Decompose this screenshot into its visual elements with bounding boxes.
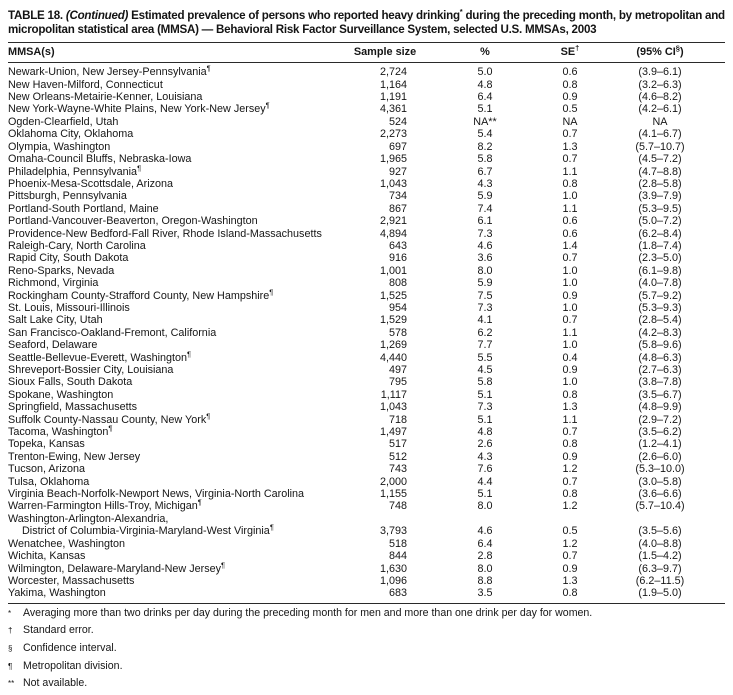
percent-cell: 5.9 xyxy=(477,190,493,203)
percent-cell: 3.5 xyxy=(477,587,493,600)
mmsa-name-cell: New Orleans-Metairie-Kenner, Louisiana xyxy=(8,91,203,104)
sample-size-cell: 916 xyxy=(388,252,407,265)
se-cell: 1.1 xyxy=(562,413,578,426)
mmsa-name-cell: Wilmington, Delaware-Maryland-New Jersey¶ xyxy=(8,559,226,575)
sample-size-cell: 683 xyxy=(388,587,407,600)
ci-cell: (4.0–8.8) xyxy=(638,537,682,550)
ci-cell: (5.3–9.3) xyxy=(638,301,682,314)
mmsa-name-cell: Tulsa, Oklahoma xyxy=(8,475,90,488)
sample-size-cell: 517 xyxy=(388,438,407,451)
sample-size-cell: 927 xyxy=(388,165,407,178)
se-cell: 1.0 xyxy=(562,190,578,203)
mmsa-name-cell: Yakima, Washington xyxy=(8,587,106,600)
se-cell: NA xyxy=(562,115,578,128)
percent-cell: 8.8 xyxy=(477,574,493,587)
percent-cell: 7.5 xyxy=(477,289,493,302)
sample-size-cell: 643 xyxy=(388,239,407,252)
se-cell: 1.1 xyxy=(562,202,578,215)
sample-size-cell: 1,630 xyxy=(379,562,407,575)
table-row xyxy=(8,240,725,252)
sample-size-cell: 4,440 xyxy=(379,351,407,364)
se-cell: 0.9 xyxy=(562,450,578,463)
percent-cell: 6.4 xyxy=(477,537,493,550)
sample-size-cell: 578 xyxy=(388,326,407,339)
se-cell: 1.0 xyxy=(562,339,578,352)
mmsa-name-cell: Tacoma, Washington¶ xyxy=(8,423,113,439)
mmsa-name-cell: Phoenix-Mesa-Scottsdale, Arizona xyxy=(8,177,174,190)
ci-cell: (3.5–6.2) xyxy=(638,426,682,439)
table-row xyxy=(8,302,725,314)
percent-cell: 4.3 xyxy=(477,450,493,463)
mmsa-name-cell: New Haven-Milford, Connecticut xyxy=(8,78,163,91)
se-cell: 1.2 xyxy=(562,500,578,513)
ci-cell: (2.8–5.8) xyxy=(638,177,682,190)
prevalence-table xyxy=(8,42,725,603)
sample-size-cell: 795 xyxy=(388,376,407,389)
table-row xyxy=(8,116,725,128)
table-title xyxy=(8,5,725,37)
ci-cell: (5.7–10.7) xyxy=(635,140,685,153)
percent-cell: 4.5 xyxy=(477,364,493,377)
percent-cell: 8.2 xyxy=(477,140,493,153)
percent-cell: 6.4 xyxy=(477,91,493,104)
table-row xyxy=(8,178,725,190)
table-row xyxy=(8,451,725,463)
mmsa-name-cell: Rapid City, South Dakota xyxy=(8,252,129,265)
mmsa-name-cell: San Francisco-Oakland-Fremont, California xyxy=(8,326,217,339)
percent-cell: 5.9 xyxy=(477,277,493,290)
table-row xyxy=(8,500,725,512)
mmsa-name-cell: Spokane, Washington xyxy=(8,388,114,401)
table-continued-label: (Continued) xyxy=(65,8,129,22)
footnote-text: Confidence interval. xyxy=(23,641,117,654)
ci-cell: (6.1–9.8) xyxy=(638,264,682,277)
footnote-symbol: ** xyxy=(8,679,15,689)
se-cell: 1.3 xyxy=(562,401,578,414)
percent-cell: 6.7 xyxy=(477,165,493,178)
percent-cell: 7.3 xyxy=(477,401,493,414)
sample-size-cell: 748 xyxy=(388,500,407,513)
col-header-mmsa: MMSA(s) xyxy=(8,43,345,63)
sample-size-cell: 1,497 xyxy=(379,426,407,439)
se-cell: 1.0 xyxy=(562,277,578,290)
footnote-symbol: ¶ xyxy=(8,661,13,671)
mmsa-name-cell: Topeka, Kansas xyxy=(8,438,85,451)
footnote xyxy=(8,607,725,625)
sample-size-cell: 1,043 xyxy=(379,177,407,190)
mmsa-name-cell: Salt Lake City, Utah xyxy=(8,314,103,327)
ci-cell: (4.7–8.8) xyxy=(638,165,682,178)
percent-cell: 5.1 xyxy=(477,103,493,116)
sample-size-cell: 1,965 xyxy=(379,153,407,166)
sample-size-cell: 1,001 xyxy=(379,264,407,277)
table-row xyxy=(8,63,725,79)
sample-size-cell: 2,724 xyxy=(379,66,407,79)
se-cell: 0.8 xyxy=(562,587,578,600)
mmsa-name-cell: Rockingham County-Strafford County, New Hampshire¶ xyxy=(8,286,274,302)
sample-size-cell: 718 xyxy=(388,413,407,426)
ci-cell: (3.5–6.7) xyxy=(638,388,682,401)
se-cell: 1.2 xyxy=(562,463,578,476)
sample-size-cell: 1,043 xyxy=(379,401,407,414)
mmsa-name-cell: New York-Wayne-White Plains, New York-New Jersey¶ xyxy=(8,100,270,116)
table-row xyxy=(8,290,725,302)
se-cell: 0.7 xyxy=(562,153,578,166)
table-row xyxy=(8,91,725,103)
percent-cell: 5.5 xyxy=(477,351,493,364)
table-title-text-2: during the preceding month, by metropolitan and micropolitan statistical area (MMSA) — Behavioral Risk Factor Surveillance System, selected U.S. MMSAs, 2003 xyxy=(8,8,725,37)
percent-cell: 4.3 xyxy=(477,177,493,190)
table-row xyxy=(8,476,725,488)
se-cell: 1.3 xyxy=(562,140,578,153)
sample-size-cell: 4,894 xyxy=(379,227,407,240)
sample-size-cell: 2,273 xyxy=(379,128,407,141)
se-cell: 1.1 xyxy=(562,165,578,178)
mmsa-name-cell: Suffolk County-Nassau County, New York¶ xyxy=(8,411,211,426)
percent-cell: 5.1 xyxy=(477,388,493,401)
percent-cell: 4.6 xyxy=(477,239,493,252)
mmsa-name-cell: Portland-South Portland, Maine xyxy=(8,202,159,215)
mmsa-name-cell: Wichita, Kansas xyxy=(8,550,86,563)
table-row xyxy=(8,538,725,550)
mmsa-name-cell: Philadelphia, Pennsylvania¶ xyxy=(8,162,142,178)
percent-cell: 4.1 xyxy=(477,314,493,327)
se-cell: 0.6 xyxy=(562,215,578,228)
mmsa-name-cell: Seattle-Bellevue-Everett, Washington¶ xyxy=(8,349,192,364)
table-row xyxy=(8,153,725,165)
footnote xyxy=(8,624,725,642)
percent-cell: 7.7 xyxy=(477,339,493,352)
se-cell: 1.0 xyxy=(562,376,578,389)
sample-size-cell: 743 xyxy=(388,463,407,476)
se-cell: 1.1 xyxy=(562,326,578,339)
sample-size-cell: 497 xyxy=(388,364,407,377)
sample-size-cell: 1,096 xyxy=(379,574,407,587)
table-row xyxy=(8,265,725,277)
col-header-percent: % xyxy=(425,43,545,63)
ci-cell: (4.0–7.8) xyxy=(638,277,682,290)
sample-size-cell: 1,525 xyxy=(379,289,407,302)
footnote-symbol: * xyxy=(8,608,12,618)
se-cell: 0.7 xyxy=(562,252,578,265)
se-cell: 0.6 xyxy=(562,66,578,79)
footnote xyxy=(8,660,725,678)
table-row xyxy=(8,314,725,326)
table-row xyxy=(8,575,725,587)
ci-cell: (4.5–7.2) xyxy=(638,153,682,166)
mmsa-name-cell: Pittsburgh, Pennsylvania xyxy=(8,190,127,203)
table-row xyxy=(8,228,725,240)
sample-size-cell: 867 xyxy=(388,202,407,215)
percent-cell: 8.0 xyxy=(477,562,493,575)
sample-size-cell: 1,529 xyxy=(379,314,407,327)
table-row xyxy=(8,513,725,538)
table-row xyxy=(8,252,725,264)
se-cell: 0.9 xyxy=(562,289,578,302)
percent-cell: 7.6 xyxy=(477,463,493,476)
footnote xyxy=(8,677,725,695)
se-cell: 0.7 xyxy=(562,475,578,488)
table-row xyxy=(8,587,725,603)
se-cell: 1.4 xyxy=(562,239,578,252)
table-row xyxy=(8,79,725,91)
se-cell: 0.7 xyxy=(562,314,578,327)
percent-cell: 6.1 xyxy=(477,215,493,228)
table-row xyxy=(8,277,725,289)
sample-size-cell: 1,164 xyxy=(379,78,407,91)
table-row xyxy=(8,414,725,426)
ci-cell: (5.3–9.5) xyxy=(638,202,682,215)
ci-cell: (2.3–5.0) xyxy=(638,252,682,265)
ci-cell: (1.2–4.1) xyxy=(638,438,682,451)
table-row xyxy=(8,426,725,438)
footnote-text: Not available. xyxy=(23,677,88,690)
percent-cell: 5.0 xyxy=(477,66,493,79)
ci-cell: (3.8–7.8) xyxy=(638,376,682,389)
ci-cell: (3.6–6.6) xyxy=(638,488,682,501)
table-row xyxy=(8,352,725,364)
se-cell: 0.4 xyxy=(562,351,578,364)
percent-cell: 7.3 xyxy=(477,301,493,314)
ci-cell: (1.5–4.2) xyxy=(638,550,682,563)
table-row xyxy=(8,103,725,115)
sample-size-cell: 512 xyxy=(388,450,407,463)
mmsa-name-cell: St. Louis, Missouri-Illinois xyxy=(8,301,130,314)
ci-cell: (4.2–6.1) xyxy=(638,103,682,116)
ci-cell: (4.8–6.3) xyxy=(638,351,682,364)
table-row xyxy=(8,166,725,178)
percent-cell: 5.4 xyxy=(477,128,493,141)
mmsa-name-cell: Reno-Sparks, Nevada xyxy=(8,264,115,277)
col-header-ci: (95% CI§) xyxy=(595,43,725,63)
mmsa-name-cell: Sioux Falls, South Dakota xyxy=(8,376,133,389)
mmsa-name-cell: Trenton-Ewing, New Jersey xyxy=(8,450,141,463)
mmsa-name-cell: Springfield, Massachusetts xyxy=(8,401,138,414)
sample-size-cell: 524 xyxy=(388,115,407,128)
mmsa-name-cell: Raleigh-Cary, North Carolina xyxy=(8,239,146,252)
footnote-marker-asterisk: * xyxy=(459,7,463,16)
se-cell: 1.0 xyxy=(562,264,578,277)
mmsa-name-cell: Ogden-Clearfield, Utah xyxy=(8,115,119,128)
percent-cell: 4.8 xyxy=(477,78,493,91)
mmsa-name-cell: Richmond, Virginia xyxy=(8,277,99,290)
mmsa-name-cell: Shreveport-Bossier City, Louisiana xyxy=(8,364,174,377)
footnote-text: Metropolitan division. xyxy=(23,659,123,672)
percent-cell: 5.8 xyxy=(477,153,493,166)
ci-cell: (3.5–5.6) xyxy=(638,525,682,538)
ci-cell: (3.0–5.8) xyxy=(638,475,682,488)
ci-cell: (6.3–9.7) xyxy=(638,562,682,575)
table-row xyxy=(8,215,725,227)
mmsa-name-cell: Providence-New Bedford-Fall River, Rhode Island-Massachusetts xyxy=(8,227,322,240)
col-header-se: SE† xyxy=(545,43,595,63)
sample-size-cell: 697 xyxy=(388,140,407,153)
mmsa-name-cell: Washington-Arlington-Alexandria, District of Columbia-Virginia-Maryland-West Virginia¶ xyxy=(8,512,274,538)
percent-cell: 2.6 xyxy=(477,438,493,451)
table-row xyxy=(8,339,725,351)
sample-size-cell: 518 xyxy=(388,537,407,550)
se-cell: 0.9 xyxy=(562,364,578,377)
table-body xyxy=(8,63,725,603)
se-cell: 0.8 xyxy=(562,388,578,401)
se-cell: 0.6 xyxy=(562,227,578,240)
mmsa-name-cell: Wenatchee, Washington xyxy=(8,537,126,550)
se-cell: 0.9 xyxy=(562,91,578,104)
percent-cell: 7.4 xyxy=(477,202,493,215)
percent-cell: 8.0 xyxy=(477,264,493,277)
header-row xyxy=(8,43,725,63)
percent-cell: NA** xyxy=(473,115,497,128)
table-row xyxy=(8,327,725,339)
sample-size-cell: 1,117 xyxy=(380,388,407,401)
se-cell: 0.9 xyxy=(562,562,578,575)
ci-cell: (3.9–6.1) xyxy=(638,66,682,79)
ci-cell: (2.7–6.3) xyxy=(638,364,682,377)
table-number: TABLE 18. xyxy=(8,8,63,22)
table-row xyxy=(8,488,725,500)
sample-size-cell: 2,921 xyxy=(379,215,407,228)
footnote-text: Standard error. xyxy=(23,624,94,637)
percent-cell: 4.4 xyxy=(477,475,493,488)
mmsa-name-cell: Portland-Vancouver-Beaverton, Oregon-Washington xyxy=(8,215,258,228)
se-cell: 0.5 xyxy=(562,525,578,538)
footnote-symbol: † xyxy=(8,626,13,636)
table-row xyxy=(8,550,725,562)
ci-cell: (2.6–6.0) xyxy=(638,450,682,463)
table-row xyxy=(8,128,725,140)
ci-cell: (5.3–10.0) xyxy=(635,463,685,476)
sample-size-cell: 1,155 xyxy=(379,488,407,501)
ci-cell: (2.9–7.2) xyxy=(638,413,682,426)
mmsa-name-cell: Olympia, Washington xyxy=(8,140,111,153)
col-header-sample-size: Sample size xyxy=(345,43,425,63)
ci-cell: (2.8–5.4) xyxy=(638,314,682,327)
se-cell: 0.8 xyxy=(562,78,578,91)
percent-cell: 6.2 xyxy=(477,326,493,339)
table-row xyxy=(8,563,725,575)
footnotes xyxy=(8,607,725,695)
table-row xyxy=(8,389,725,401)
ci-cell: (3.9–7.9) xyxy=(638,190,682,203)
ci-cell: NA xyxy=(652,115,668,128)
ci-cell: (3.2–6.3) xyxy=(638,78,682,91)
table-row xyxy=(8,401,725,413)
table-row xyxy=(8,438,725,450)
footnote xyxy=(8,642,725,660)
mmsa-name-cell: Omaha-Council Bluffs, Nebraska-Iowa xyxy=(8,153,192,166)
se-cell: 0.7 xyxy=(562,128,578,141)
footnote-text: Averaging more than two drinks per day during the preceding month for men and more than one drink per day for women. xyxy=(23,606,593,619)
sample-size-cell: 954 xyxy=(388,301,407,314)
ci-cell: (4.1–6.7) xyxy=(638,128,682,141)
sample-size-cell: 734 xyxy=(388,190,407,203)
se-cell: 0.7 xyxy=(562,426,578,439)
table-row xyxy=(8,190,725,202)
sample-size-cell: 844 xyxy=(388,550,407,563)
percent-cell: 3.6 xyxy=(477,252,493,265)
sample-size-cell: 4,361 xyxy=(379,103,407,116)
ci-cell: (5.8–9.6) xyxy=(638,339,682,352)
mmsa-name-cell: Seaford, Delaware xyxy=(8,339,98,352)
ci-cell: (5.7–10.4) xyxy=(635,500,685,513)
se-cell: 0.5 xyxy=(562,103,578,116)
sample-size-cell: 3,793 xyxy=(379,525,407,538)
footnote-symbol: § xyxy=(8,643,13,653)
sample-size-cell: 2,000 xyxy=(379,475,407,488)
ci-cell: (4.8–9.9) xyxy=(638,401,682,414)
se-cell: 0.8 xyxy=(562,177,578,190)
se-cell: 1.0 xyxy=(562,301,578,314)
ci-cell: (5.7–9.2) xyxy=(638,289,682,302)
mmsa-name-cell: Tucson, Arizona xyxy=(8,463,86,476)
percent-cell: 4.8 xyxy=(477,426,493,439)
ci-cell: (1.9–5.0) xyxy=(638,587,682,600)
mmsa-name-cell: Oklahoma City, Oklahoma xyxy=(8,128,134,141)
ci-cell: (4.2–8.3) xyxy=(638,326,682,339)
mmsa-name-cell: Worcester, Massachusetts xyxy=(8,574,135,587)
percent-cell: 2.8 xyxy=(477,550,493,563)
percent-cell: 5.8 xyxy=(477,376,493,389)
table-row xyxy=(8,463,725,475)
sample-size-cell: 1,269 xyxy=(379,339,407,352)
se-cell: 1.2 xyxy=(562,537,578,550)
mmsa-name-cell: Warren-Farmington Hills-Troy, Michigan¶ xyxy=(8,497,202,513)
ci-cell: (6.2–11.5) xyxy=(635,574,685,587)
percent-cell: 4.6 xyxy=(477,525,493,538)
se-cell: 0.7 xyxy=(562,550,578,563)
table-row xyxy=(8,203,725,215)
ci-cell: (6.2–8.4) xyxy=(638,227,682,240)
table-row xyxy=(8,364,725,376)
ci-cell: (4.6–8.2) xyxy=(638,91,682,104)
sample-size-cell: 1,191 xyxy=(379,91,407,104)
ci-cell: (5.0–7.2) xyxy=(638,215,682,228)
table-title-text: Estimated prevalence of persons who reported heavy drinking xyxy=(131,8,460,22)
se-cell: 0.8 xyxy=(562,438,578,451)
table-row xyxy=(8,376,725,388)
mmsa-name-cell: Virginia Beach-Norfolk-Newport News, Virginia-North Carolina xyxy=(8,488,305,501)
ci-cell: (1.8–7.4) xyxy=(638,239,682,252)
percent-cell: 8.0 xyxy=(477,500,493,513)
table-row xyxy=(8,141,725,153)
sample-size-cell: 808 xyxy=(388,277,407,290)
percent-cell: 7.3 xyxy=(477,227,493,240)
se-cell: 1.3 xyxy=(562,574,578,587)
percent-cell: 5.1 xyxy=(477,413,493,426)
percent-cell: 5.1 xyxy=(477,488,493,501)
se-cell: 0.8 xyxy=(562,488,578,501)
mmsa-name-cell: Newark-Union, New Jersey-Pennsylvania¶ xyxy=(8,63,211,79)
